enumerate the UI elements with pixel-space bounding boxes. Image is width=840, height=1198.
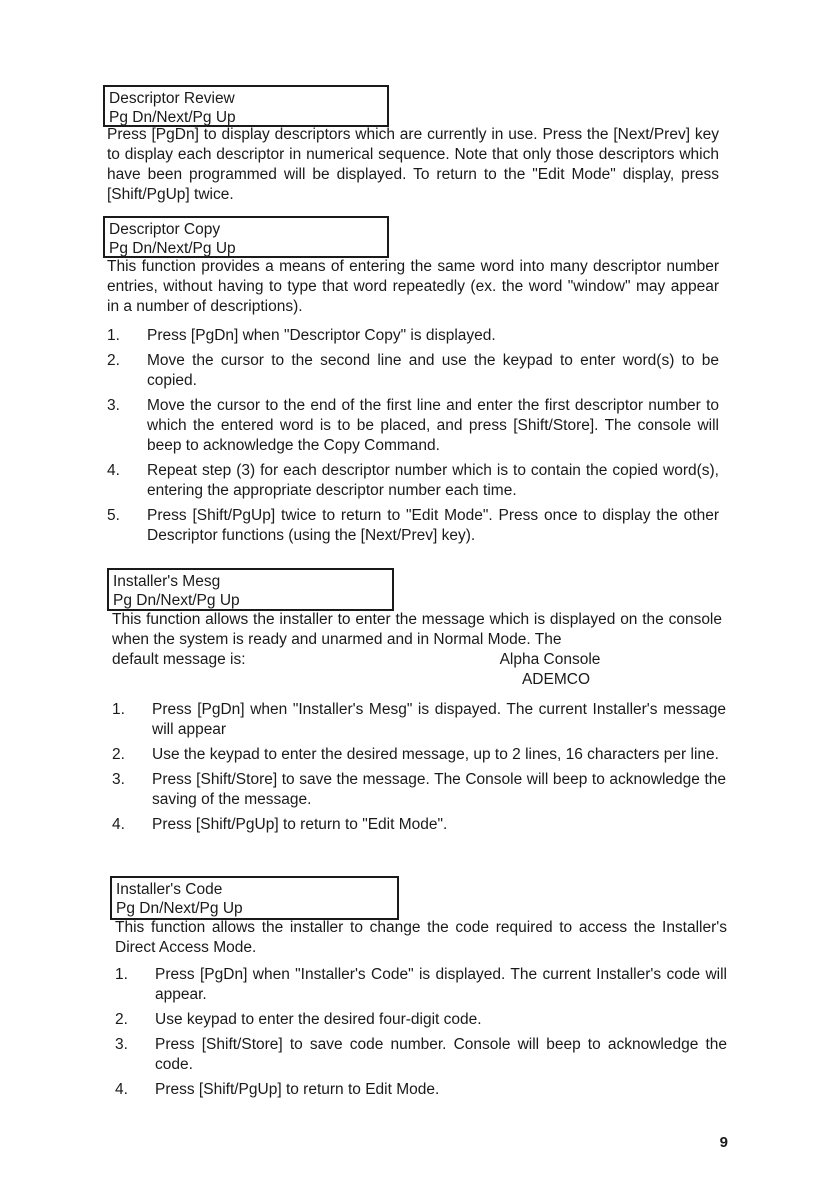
- default-message-label: default message is:: [112, 651, 246, 668]
- step-number: 3.: [107, 397, 120, 414]
- step-text: Press [PgDn] when "Installer's Code" is displayed. The current Installer's code will appear.: [155, 966, 727, 1003]
- lcd-line-2: Pg Dn/Next/Pg Up: [116, 900, 243, 917]
- default-message-line-2: ADEMCO: [521, 671, 591, 688]
- step-number: 2.: [107, 352, 120, 369]
- lcd-line-1: Descriptor Copy: [109, 221, 221, 238]
- default-message: [470, 650, 630, 690]
- step-number: 5.: [107, 507, 120, 524]
- list-item: [112, 815, 726, 835]
- step-number: 1.: [107, 327, 120, 344]
- lcd-display-descriptor-review: [103, 85, 389, 127]
- lcd-display-installers-code: [110, 876, 399, 920]
- lcd-line-1: Installer's Code: [116, 881, 223, 898]
- lcd-line-2: Pg Dn/Next/Pg Up: [109, 240, 236, 257]
- step-text: Press [Shift/PgUp] to return to "Edit Mode".: [152, 816, 448, 833]
- step-text: Use the keypad to enter the desired message, up to 2 lines, 16 characters per line.: [152, 746, 719, 763]
- step-number: 3.: [115, 1036, 128, 1053]
- step-number: 2.: [115, 1011, 128, 1028]
- list-item: [107, 506, 719, 546]
- step-text: Repeat step (3) for each descriptor number which is to contain the copied word(s), entering the appropriate descriptor number each time.: [147, 462, 719, 499]
- lcd-line-1: Descriptor Review: [109, 90, 235, 107]
- lcd-display-installers-mesg: [107, 568, 394, 611]
- lcd-display-descriptor-copy: [103, 216, 389, 258]
- step-number: 2.: [112, 746, 125, 763]
- step-number: 4.: [112, 816, 125, 833]
- lcd-line-2: Pg Dn/Next/Pg Up: [113, 592, 240, 609]
- paragraph-descriptor-copy: This function provides a means of entering the same word into many descriptor number entries, without having to type that word repeatedly (ex. the word "window" may appear in a number of descriptions).: [107, 258, 719, 315]
- step-text: Press [PgDn] when "Installer's Mesg" is dispayed. The current Installer's message will appear: [152, 701, 726, 738]
- step-text: Press [Shift/Store] to save the message. The Console will beep to acknowledge the saving of the message.: [152, 771, 726, 808]
- list-item: [107, 461, 719, 501]
- page-number: 9: [719, 1134, 728, 1151]
- list-item: [115, 965, 727, 1005]
- step-number: 1.: [112, 701, 125, 718]
- step-number: 3.: [112, 771, 125, 788]
- step-text: Press [Shift/PgUp] to return to Edit Mode.: [155, 1081, 440, 1098]
- paragraph-descriptor-review: Press [PgDn] to display descriptors which are currently in use. Press the [Next/Prev] key to display each descriptor in numerical sequence. Note that only those descriptors which have been programmed will be displayed. To return to the "Edit Mode" display, press [Shift/PgUp] twice.: [107, 126, 719, 203]
- list-item: [107, 326, 719, 346]
- paragraph-installers-code: This function allows the installer to change the code required to access the Installer's Direct Access Mode.: [115, 919, 727, 956]
- list-item: [112, 770, 726, 810]
- list-item: [115, 1035, 727, 1075]
- step-text: Use keypad to enter the desired four-digit code.: [155, 1011, 482, 1028]
- step-text: Press [Shift/Store] to save code number. Console will beep to acknowledge the code.: [155, 1036, 727, 1073]
- list-item: [112, 700, 726, 740]
- step-number: 1.: [115, 966, 128, 983]
- list-item: [112, 745, 726, 765]
- steps-installers-mesg: [112, 700, 726, 840]
- list-item: [107, 351, 719, 391]
- step-number: 4.: [107, 462, 120, 479]
- list-item: [107, 396, 719, 456]
- step-text: Move the cursor to the second line and use the keypad to enter word(s) to be copied.: [147, 352, 719, 389]
- list-item: [115, 1010, 727, 1030]
- steps-descriptor-copy: [107, 326, 719, 551]
- list-item: [115, 1080, 727, 1100]
- step-text: Press [Shift/PgUp] twice to return to "Edit Mode". Press once to display the other Descriptor functions (using the [Next/Prev] key).: [147, 507, 719, 544]
- step-text: Press [PgDn] when "Descriptor Copy" is displayed.: [147, 327, 496, 344]
- default-message-line-1: Alpha Console: [499, 651, 601, 668]
- step-number: 4.: [115, 1081, 128, 1098]
- lcd-line-2: Pg Dn/Next/Pg Up: [109, 109, 236, 126]
- lcd-line-1: Installer's Mesg: [113, 573, 221, 590]
- steps-installers-code: [115, 965, 727, 1105]
- step-text: Move the cursor to the end of the first line and enter the first descriptor number to which the entered word is to be placed, and press [Shift/Store]. The console will beep to acknowledge the Copy Command.: [147, 397, 719, 454]
- paragraph-installers-mesg: This function allows the installer to enter the message which is displayed on the console when the system is ready and unarmed and in Normal Mode. The: [112, 611, 722, 648]
